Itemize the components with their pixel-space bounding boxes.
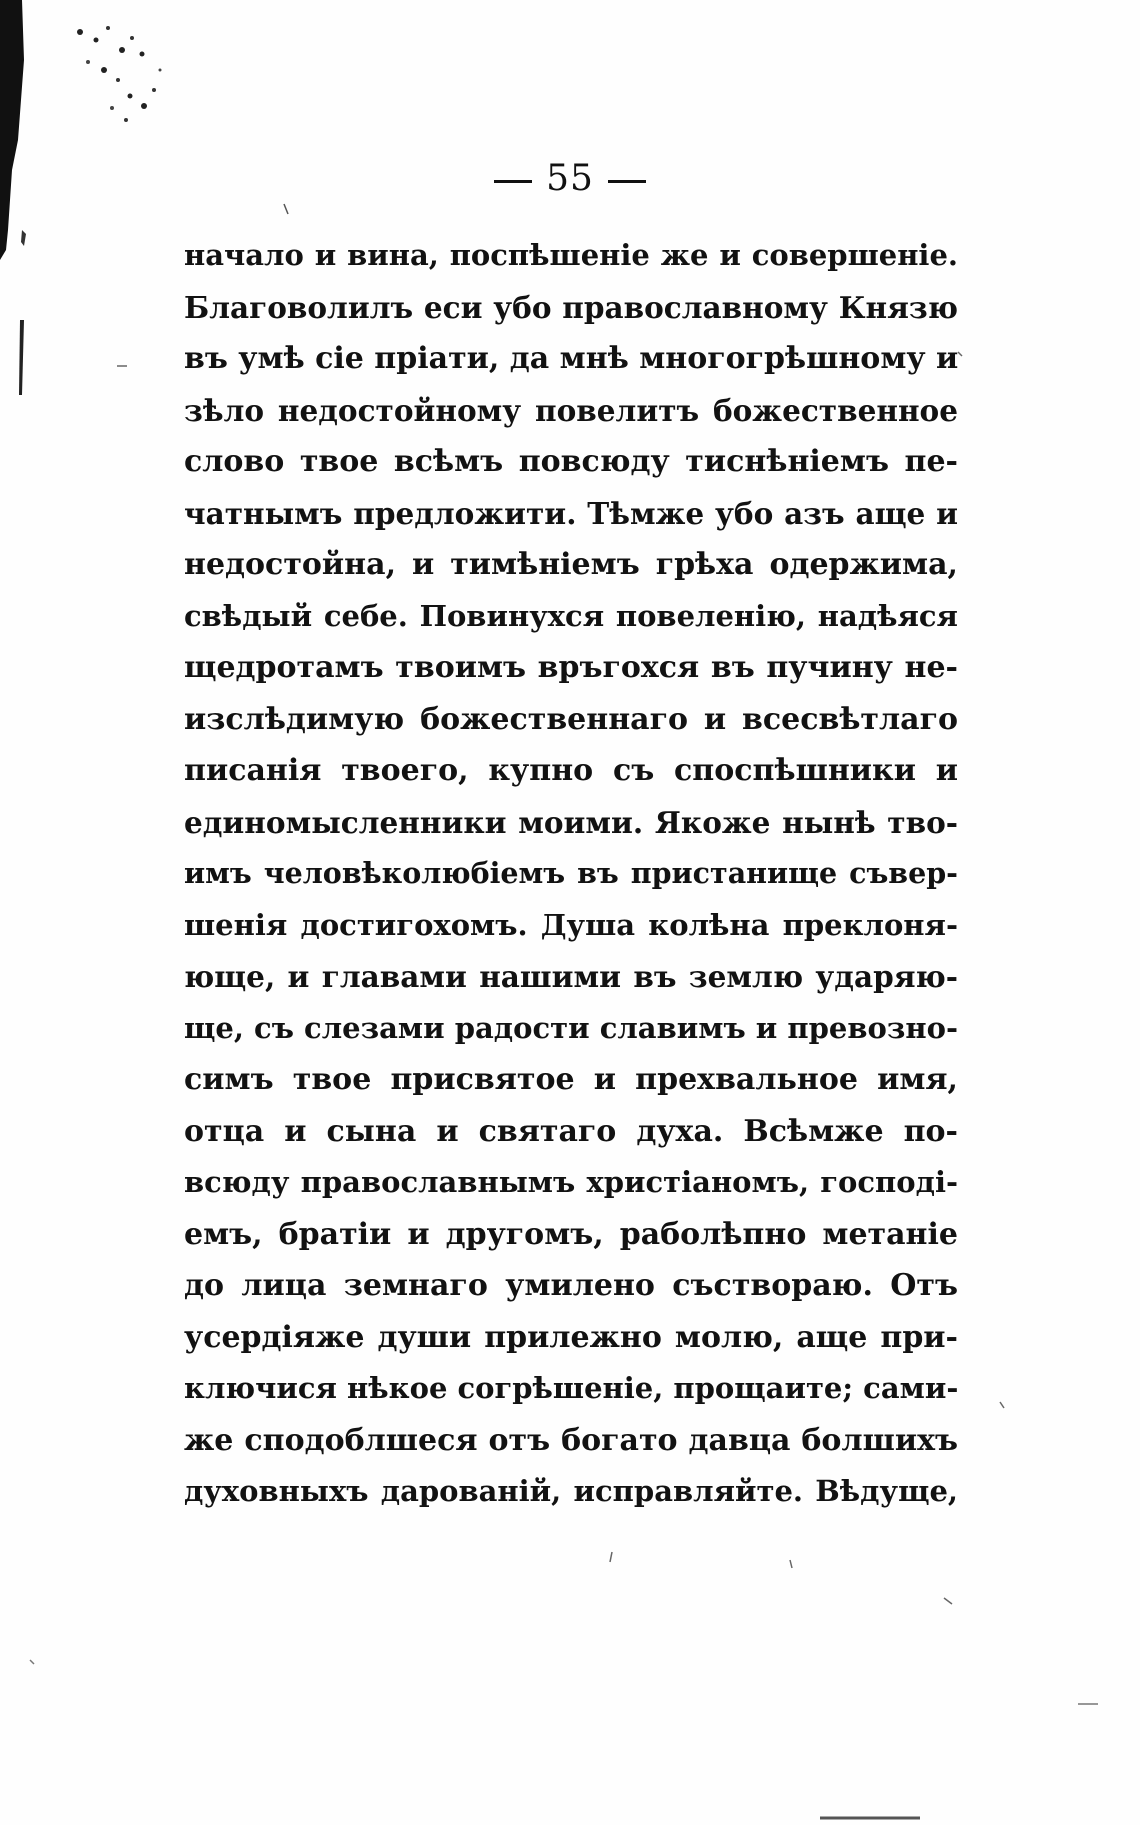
body-text [184, 230, 958, 1518]
text-line: до лица земнаго умилено съствораю. Отъ [184, 1268, 958, 1303]
text-line: писанія твоего, купно съ споспѣшники и [184, 753, 958, 788]
text-line: имъ человѣколюбіемъ въ пристанище съвер- [184, 856, 958, 890]
text-line: свѣдый себе. Повинухся повеленію, надѣяся [184, 598, 958, 633]
text-line: емъ, братіи и другомъ, раболѣпно метаніе [184, 1216, 958, 1252]
page-number-dash-right [608, 180, 646, 183]
page-number [0, 158, 1140, 199]
text-line: зѣло недостойному повелитъ божественное [184, 392, 958, 428]
page-number-dash-left [494, 180, 532, 183]
text-line: симъ твое присвятое и прехвальное имя, [184, 1062, 958, 1097]
text-line: духовныхъ дарованій, исправляйте. Вѣдуще, [184, 1474, 958, 1508]
text-line: усердіяже души прилежно молю, аще при- [184, 1319, 958, 1355]
text-line: щедротамъ твоимъ връгохся въ пучину не- [184, 650, 958, 685]
text-line: начало и вина, поспѣшеніе же и совершеніе. [184, 238, 958, 272]
page-number-value: 55 [546, 158, 594, 199]
text-line: шенія достигохомъ. Душа колѣна преклоня- [184, 907, 958, 942]
text-line: всюду православнымъ христіаномъ, господі- [184, 1165, 958, 1199]
text-line: единомысленники моими. Якоже нынѣ тво- [184, 804, 958, 840]
text-line: же сподоблшеся отъ богато давца болшихъ [184, 1422, 958, 1458]
text-line: недостойна, и тимѣніемъ грѣха одержима, [184, 547, 958, 582]
text-line: юще, и главами нашими въ землю ударяю- [184, 959, 958, 994]
text-line: ключися нѣкое согрѣшеніе, прощаите; сами- [184, 1371, 958, 1405]
text-line: Благоволилъ еси убо православному Князю [184, 289, 958, 325]
text-line: ще, съ слезами радости славимъ и превозно- [184, 1010, 958, 1045]
ink-specks [60, 10, 180, 140]
text-line: въ умѣ сіе пріати, да мнѣ многогрѣшному и [184, 341, 958, 376]
binding-edge-shadow [0, 0, 30, 1825]
text-line: слово твое всѣмъ повсюду тиснѣніемъ пе- [184, 444, 958, 479]
text-line: чатнымъ предложити. Тѣмже убо азъ аще и [184, 495, 958, 531]
text-line: изслѣдимую божественнаго и всесвѣтлаго [184, 701, 958, 737]
text-line: отца и сына и святаго духа. Всѣмже по- [184, 1113, 958, 1149]
